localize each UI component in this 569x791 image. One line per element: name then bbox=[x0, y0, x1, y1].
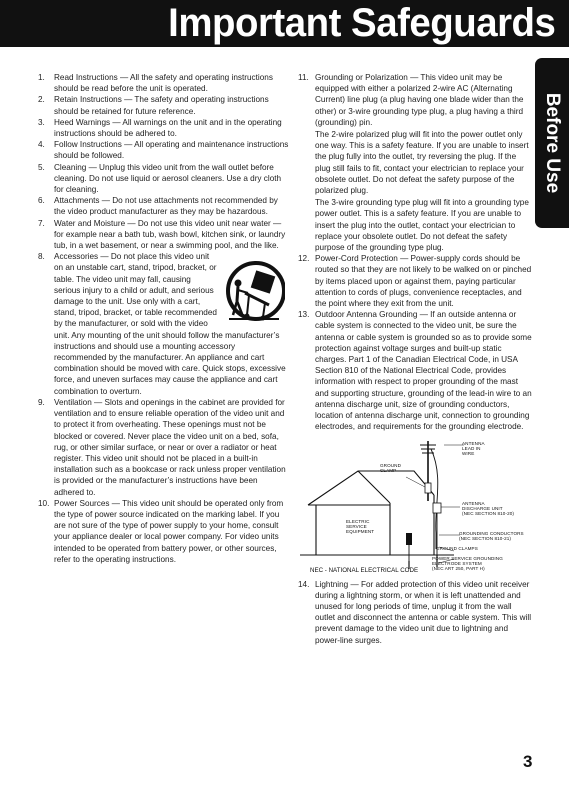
item-text: Retain Instructions — The safety and operating instructions should be retained for future reference. bbox=[54, 95, 269, 116]
item-text: Outdoor Antenna Grounding — If an outside antenna or cable system is connected to the video unit, be sure the antenna or cable system is grounded so as to provide some protection against voltage surges and built-up static charges. Part 1 of the Canadian Electrical Code, in USA Section 810 of the National Electrical Code, provides information with respect to proper grounding of the mast and supporting structure, grounding of the lead-in wire to an antenna discharge unit, size of grounding conductors, location of antenna discharge unit, connection to grounding electrodes, and requirements for the grounding electrode. bbox=[315, 310, 532, 432]
header-bar bbox=[0, 0, 569, 47]
item-number: 8. bbox=[38, 252, 45, 262]
label-discharge-unit: ANTENNA DISCHARGE UNIT (NEC SECTION 810-20) bbox=[462, 500, 515, 517]
item-text: Lightning — For added protection of this video unit receiver during a lightning storm, or when it is left unattended and unused for long periods of time, unplug it from the wall outlet and disconnect the antenna or cable system. This will prevent damage to the video unit due to lightning and power-line surges. bbox=[315, 579, 532, 645]
cart-tipover-warning-icon bbox=[223, 253, 285, 329]
list-item bbox=[38, 72, 289, 94]
list-item bbox=[38, 218, 289, 252]
list-item bbox=[38, 397, 289, 498]
list-item bbox=[38, 251, 289, 397]
label-grounding-conductors: GROUNDING CONDUCTORS (NEC SECTION 810-21) bbox=[459, 530, 524, 541]
list-item bbox=[38, 139, 289, 161]
label-nec-code: NEC - NATIONAL ELECTRICAL CODE bbox=[310, 566, 419, 574]
label-electric-service: ELECTRIC SERVICE EQUIPMENT bbox=[346, 518, 375, 535]
item-paragraph: The 3-wire grounding type plug will fit into a grounding type power outlet. This is a safety feature. If you are unable to insert the plug into the outlet, contact your electrician to replace your obsolete outlet. Do not defeat the safety purpose of the grounding type plug. bbox=[315, 198, 529, 253]
page-title: Important Safeguards bbox=[167, 1, 555, 45]
item-number: 11. bbox=[298, 73, 309, 82]
item-number: 4. bbox=[38, 140, 45, 150]
item-text: Power-Cord Protection — Power-supply cords should be routed so that they are not likely to be walked on or pinched by items placed upon or against them, paying particular attention to cords of plugs, convenience receptacles, and the point where they exit from the unit. bbox=[315, 254, 532, 309]
list-item bbox=[298, 72, 533, 253]
safeguard-list-left bbox=[38, 72, 289, 565]
item-number: 10. bbox=[38, 498, 50, 508]
item-text: Water and Moisture — Do not use this video unit near water — for example near a bath tub, wash bowl, kitchen sink, or laundry tub, in a wet basement, or near a swimming pool, and the like. bbox=[54, 218, 286, 251]
label-ground-clamp: GROUND CLAMP bbox=[380, 462, 402, 473]
list-item bbox=[298, 579, 533, 646]
list-item bbox=[38, 162, 289, 196]
item-number: 13. bbox=[298, 310, 310, 320]
item-text: Cleaning — Unplug this video unit from the wall outlet before cleaning. Do not use liquid or aerosol cleaners. Use a dry cloth for cleaning. bbox=[54, 162, 282, 195]
item-number: 2. bbox=[38, 95, 45, 105]
left-column bbox=[38, 72, 289, 565]
list-item bbox=[38, 117, 289, 139]
item-number: 14. bbox=[298, 579, 310, 589]
item-number: 6. bbox=[38, 196, 45, 206]
item-text: Follow Instructions — All operating and maintenance instructions should be followed. bbox=[54, 140, 289, 161]
safeguard-list-right-cont bbox=[298, 579, 533, 646]
item-number: 12. bbox=[298, 254, 310, 264]
list-item bbox=[298, 309, 533, 432]
section-tab-label: Before Use bbox=[542, 92, 563, 194]
item-text: Grounding or Polarization — This video unit may be equipped with either a polarized 2-wire AC (Alternating Current) line plug (a plug having one blade wider than the other) or 3-wire grounding type plug, a plug having a third (grounding) pin. bbox=[315, 73, 524, 127]
list-item bbox=[38, 195, 289, 217]
item-text: Accessories — Do not place this video unit on an unstable cart, stand, tripod, bracket, or table. The video unit may fall, causing serious injury to a child or adult, and serious damage to the unit. Use only with a cart, stand, tripod, bracket, or table recommended by the manufacturer, or sold with the video unit. Any mounting of the unit should follow the manufacturer’s instructions and should use a mounting accessory recommended by the manufacturer. An appliance and cart combination should be moved with care. Quick stops, excessive force, and uneven surfaces may cause the appliance and cart combination to overturn. bbox=[54, 252, 286, 396]
item-text: Attachments — Do not use attachments not recommended by the video product manufacturer as they may be hazardous. bbox=[54, 196, 278, 217]
item-text: Ventilation — Slots and openings in the cabinet are provided for ventilation and to ensure reliable operation of the video unit and to protect it from overheating. These openings must not be blocked or covered. Never place the video unit on a bed, sofa, rug, or other similar surface, or near or over a radiator or heat register. This video unit should not be placed in a built-in installation such as a bookcase or rack unless proper ventilation is provided or the manufacturer’s instructions have been adhered to. bbox=[54, 397, 286, 497]
item-number: 5. bbox=[38, 162, 45, 172]
item-number: 1. bbox=[38, 73, 45, 82]
section-tab bbox=[535, 58, 569, 228]
right-column bbox=[298, 72, 533, 646]
page-number: 3 bbox=[523, 752, 533, 771]
item-paragraph: The 2-wire polarized plug will fit into the power outlet only one way. This is a safety feature. If you are unable to insert the plug fully into the outlet, try reversing the plug. If the plug still fails to fit, contact your electrician to replace your obsolete outlet. Do not defeat the safety purpose of the polarized plug. bbox=[315, 130, 529, 196]
antenna-grounding-diagram bbox=[294, 437, 534, 577]
list-item bbox=[38, 498, 289, 565]
label-antenna-lead-in: ANTENNA LEAD IN WIRE bbox=[462, 440, 485, 457]
item-text: Power Sources — This video unit should be operated only from the type of power source indicated on the marking label. If you are not sure of the type of power supply to your home, consult your appliance dealer or local power company. For video units intended to be operated from battery power, or other sources, refer to the operating instructions. bbox=[54, 498, 284, 564]
item-number: 7. bbox=[38, 218, 45, 228]
label-ground-clamps: GROUND CLAMPS bbox=[436, 545, 478, 551]
label-electrode-system: POWER SERVICE GROUNDING ELECTRODE SYSTEM (NEC ART 250, PART H) bbox=[432, 555, 503, 572]
safeguard-list-right bbox=[298, 72, 533, 433]
item-number: 3. bbox=[38, 117, 45, 127]
list-item bbox=[38, 94, 289, 116]
item-number: 9. bbox=[38, 397, 45, 407]
item-text: Heed Warnings — All warnings on the unit and in the operating instructions should be adhered to. bbox=[54, 117, 282, 139]
list-item bbox=[298, 253, 533, 309]
item-text: Read Instructions — All the safety and operating instructions should be read before the unit is operated. bbox=[54, 73, 273, 94]
